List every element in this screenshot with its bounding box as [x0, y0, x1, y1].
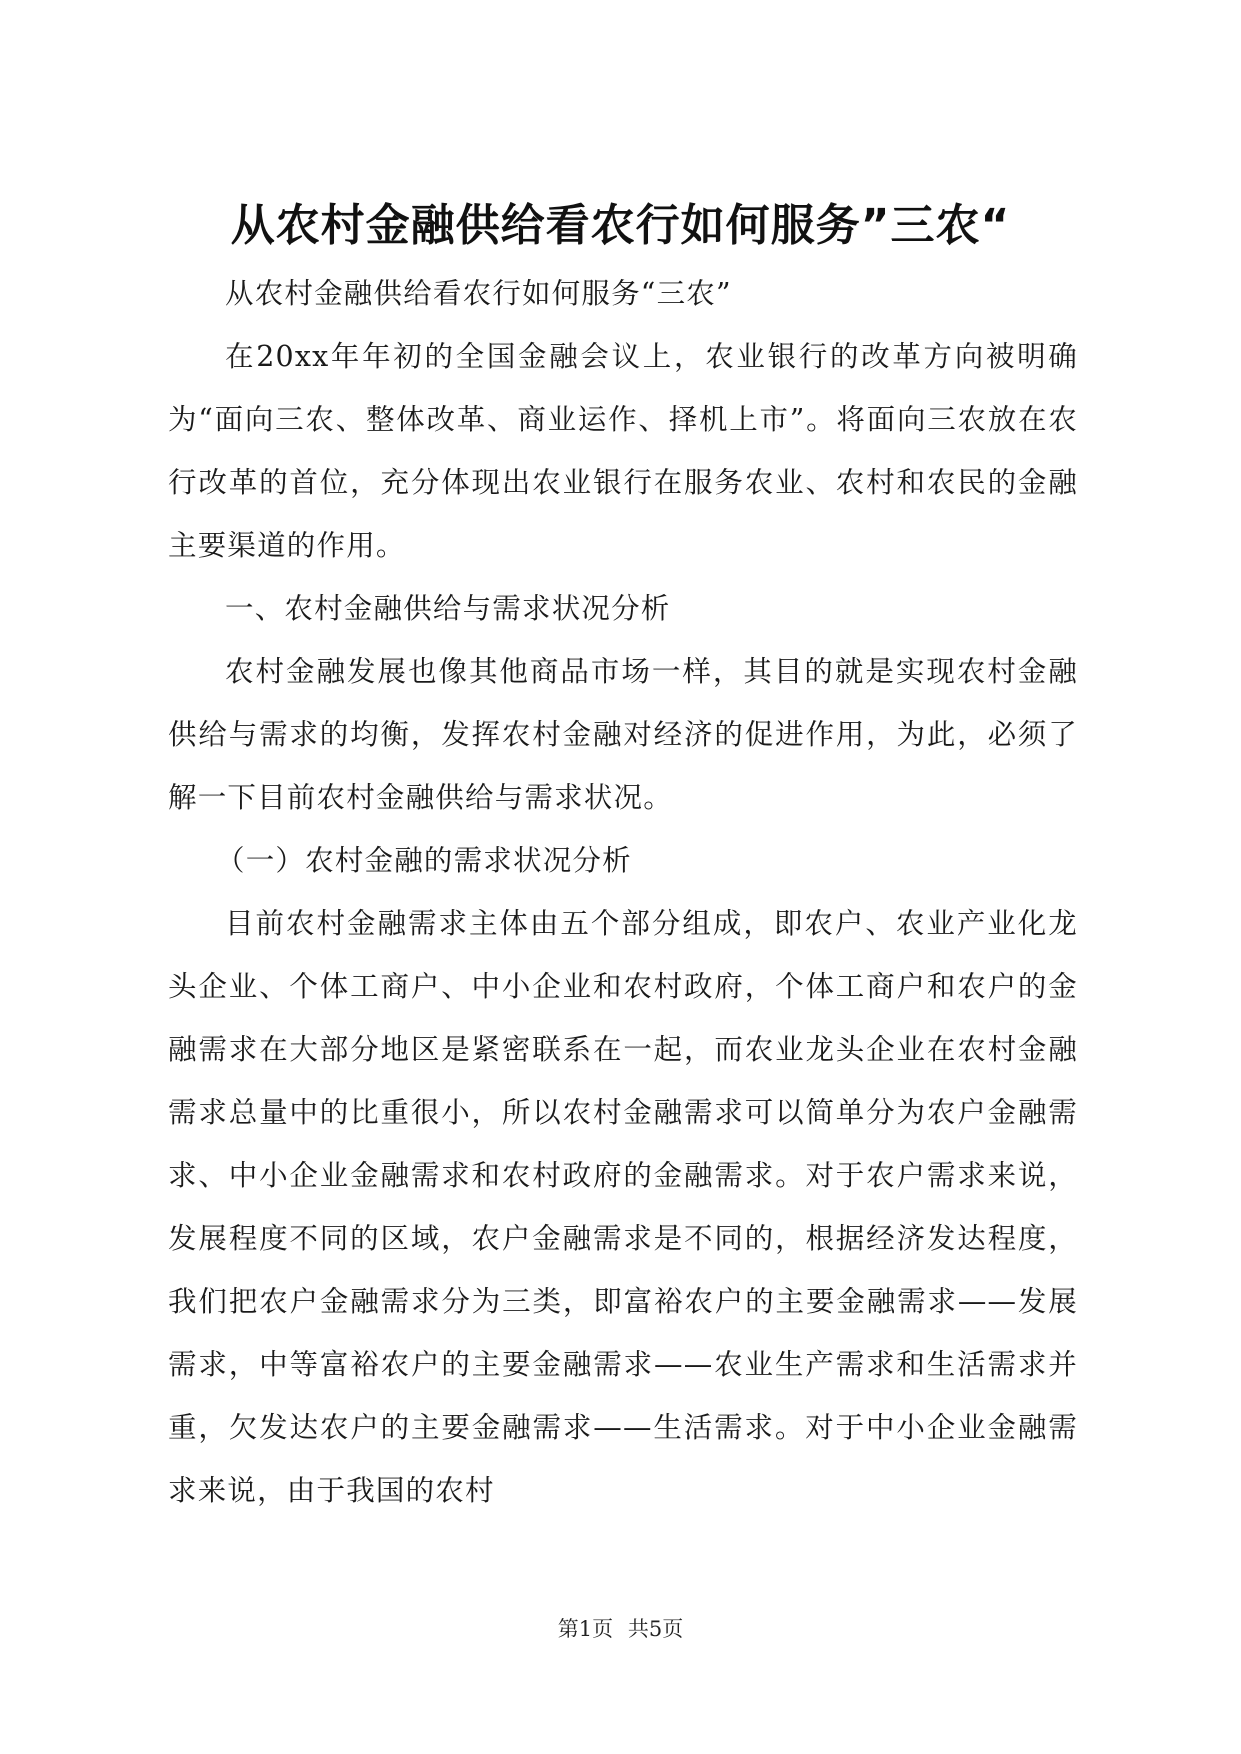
- page-total: 共5页: [627, 1617, 684, 1641]
- document-title: 从农村金融供给看农行如何服务”三农“: [230, 200, 1011, 251]
- document-body: [168, 262, 1078, 1522]
- paragraph-demand-analysis: 目前农村金融需求主体由五个部分组成，即农户、农业产业化龙头企业、个体工商户、中小企业和农村政府，个体工商户和农户的金融需求在大部分地区是紧密联系在一起，而农业龙头企业在农村金融需求总量中的比重很小，所以农村金融需求可以简单分为农户金融需求、中小企业金融需求和农村政府的金融需求。对于农户需求来说，发展程度不同的区域，农户金融需求是不同的，根据经济发达程度，我们把农户金融需求分为三类，即富裕农户的主要金融需求——发展需求，中等富裕农户的主要金融需求——农业生产需求和生活需求并重，欠发达农户的主要金融需求——生活需求。对于中小企业金融需求来说，由于我国的农村: [168, 907, 1078, 1507]
- section-heading-1: 一、农村金融供给与需求状况分析: [225, 592, 671, 625]
- paragraph-intro: 在20xx年年初的全国金融会议上，农业银行的改革方向被明确为“面向三农、整体改革、商业运作、择机上市”。将面向三农放在农行改革的首位，充分体现出农业银行在服务农业、农村和农民的金融主要渠道的作用。: [168, 340, 1078, 562]
- paragraph-supply-demand: 农村金融发展也像其他商品市场一样，其目的就是实现农村金融供给与需求的均衡，发挥农村金融对经济的促进作用，为此，必须了解一下目前农村金融供给与需求状况。: [168, 655, 1078, 814]
- subsection-heading-1: （一）农村金融的需求状况分析: [216, 844, 632, 877]
- page-number: 第1页: [557, 1617, 614, 1641]
- page-footer: [0, 1615, 1241, 1643]
- document-subtitle: 从农村金融供给看农行如何服务“三农”: [225, 277, 732, 310]
